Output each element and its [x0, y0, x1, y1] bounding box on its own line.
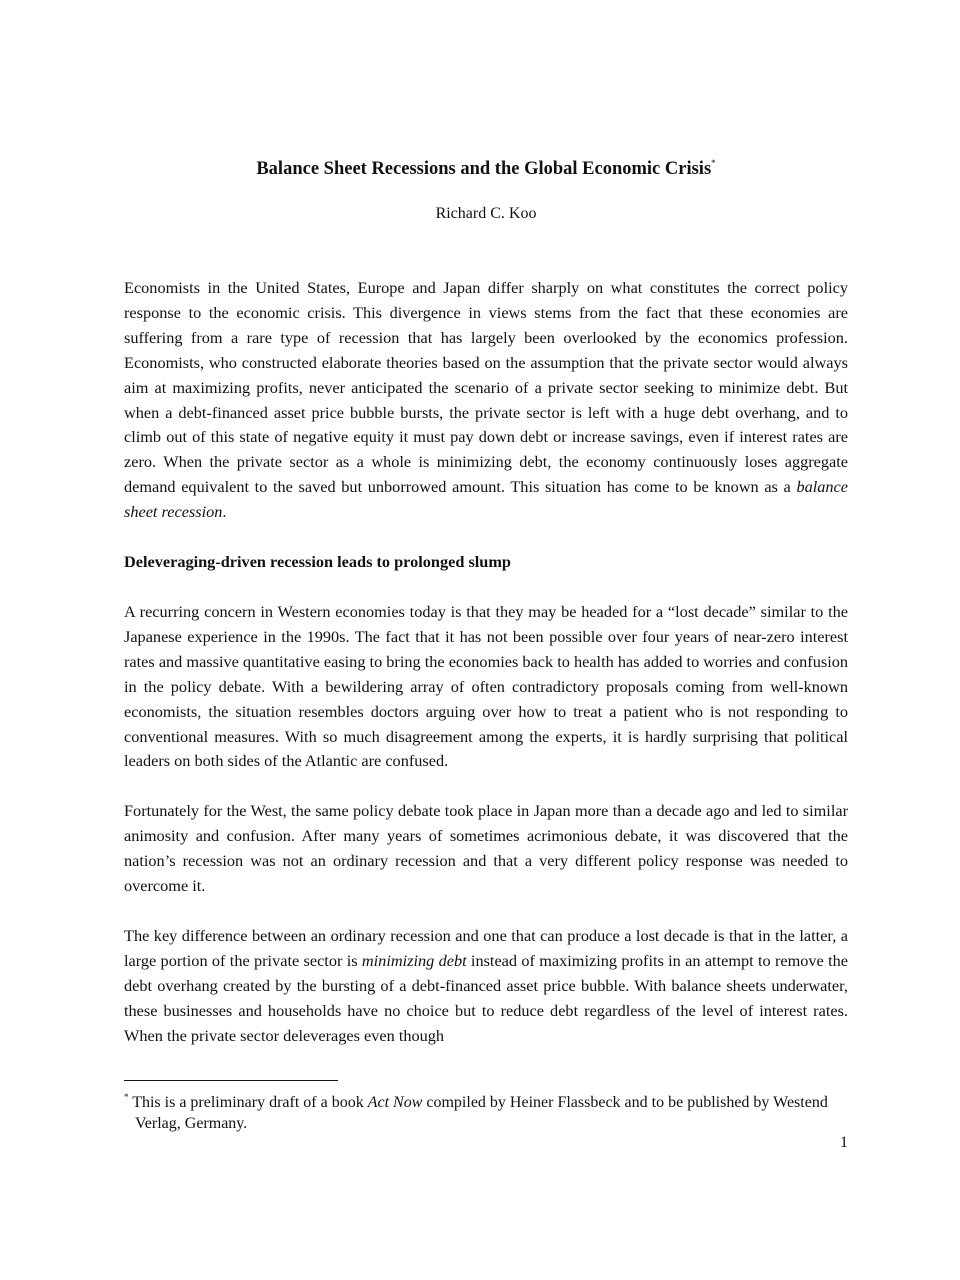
author-name: Richard C. Koo — [435, 205, 537, 222]
footnote-book-title: Act Now — [367, 1094, 423, 1111]
section-heading: Deleveraging-driven recession leads to prolonged slump — [124, 552, 511, 572]
title-footnote-marker: * — [711, 158, 716, 168]
footnote-marker: * — [124, 1092, 129, 1102]
intro-text-end: . — [222, 502, 227, 522]
page-number: 1 — [840, 1134, 848, 1151]
footnote-text: This is a preliminary draft of a book — [128, 1094, 368, 1111]
intro-emphasis: balance sheet recession — [124, 477, 848, 522]
paper-title — [124, 150, 848, 182]
paragraph-3-text-end: instead of maximizing profits in an attempt to remove the debt overhang created by the bursting of a debt-financed asset price bubble. With balance sheets underwater, these businesses and households have no choice but to reduce debt regardless of the level of interest rates. When the private sector deleverages even though — [124, 950, 848, 1045]
body-text — [124, 276, 848, 1048]
paragraph-1: A recurring concern in Western economies today is that they may be headed for a “lost decade” similar to the Japanese experience in the 1990s. The fact that it has not been possible over four years of near-zero interest rates and massive quantitative easing to bring the economies back to health has added to worries and confusion in the policy debate. With a bewildering array of often contradictory proposals coming from well-known economists, the situation resembles doctors arguing over how to treat a patient who is not responding to conventional measures. With so much disagreement among the experts, it is hardly surprising that political leaders on both sides of the Atlantic are confused. — [124, 601, 848, 771]
paragraph-3 — [124, 924, 848, 1049]
intro-text: Economists in the United States, Europe and Japan differ sharply on what constitutes the correct policy response to the economic crisis. This divergence in views stems from the fact that these economies are suffering from a rare type of recession that has largely been overlooked by the economics profession. Economists, who constructed elaborate theories based on the assumption that the private sector would always aim at maximizing profits, never anticipated the scenario of a private sector seeking to minimize debt. But when a debt-financed asset price bubble bursts, the private sector is left with a huge debt overhang, and to climb out of this state of negative equity it must pay down debt or increase savings, even if interest rates are zero. When the private sector as a whole is minimizing debt, the economy continuously loses aggregate demand equivalent to the saved but unborrowed amount. This situation has come to be known as a — [124, 278, 848, 497]
footnote-text-end: compiled by Heiner Flassbeck and to be published by Westend Verlag, Germany. — [135, 1094, 828, 1132]
paragraph-2: Fortunately for the West, the same policy debate took place in Japan more than a decade ago and led to similar animosity and confusion. After many years of sometimes acrimonious debate, it was discovered that the nation’s recession was not an ordinary recession and that a very different policy response was needed to overcome it. — [124, 801, 848, 896]
footnote — [124, 1087, 848, 1134]
paper-title-text: Balance Sheet Recessions and the Global Economic Crisis — [256, 159, 712, 179]
paragraph-3-emphasis: minimizing debt — [361, 950, 467, 970]
paragraph-3-text: The key difference between an ordinary recession and one that can produce a lost decade is that in the latter, a large portion of the private sector is — [124, 925, 848, 970]
footnote-divider — [124, 1080, 338, 1081]
intro-paragraph — [124, 276, 848, 525]
